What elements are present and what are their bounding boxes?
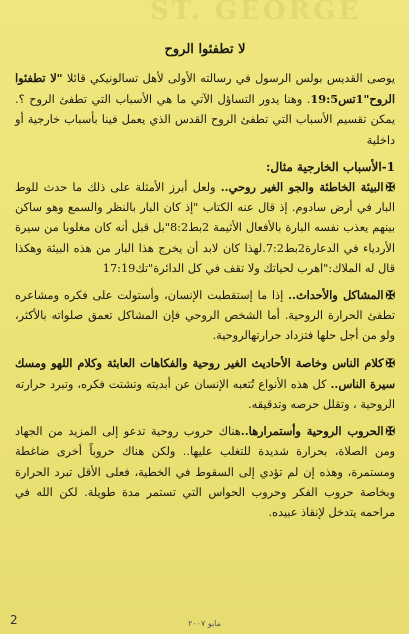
intro-paragraph: [15, 68, 395, 151]
article-body: [15, 40, 395, 529]
footer-date: مايو ٢٠٠٧: [188, 619, 221, 628]
item-heading: المشاكل والأحداث..: [288, 288, 384, 303]
section-heading: 1-الأسباب الخارجية مثال:: [265, 159, 395, 174]
item-body: ولعل أبرز الأمثلة على ذلك ما حدث للوط البار في أرض سادوم. إذ قال عنه الكتاب "إذ كان البار بالنظر والسمع وهو ساكن بينهم يعذب نفسه البارة بالأفعال الأثيمة 2بط8:2"بل قبل أنه كان مغلوبا من سيرة الأردياء في الدعارة2بط7:2.لهذا كان لابد أن يخرج هذا البار من هذه البيئة وهكذا قال له الملاك:"اهرب لحياتك ولا تقف في كل الدائرة"تك17:19: [15, 181, 396, 275]
list-item: [15, 177, 395, 279]
article-title: لا تطفئوا الروح: [164, 42, 246, 57]
cross-icon: ✠: [385, 288, 395, 303]
list-item: [15, 421, 395, 523]
cross-icon: ✠: [385, 355, 395, 370]
item-heading: الحروب الروحية وأستمرارها..: [240, 424, 384, 439]
intro-quote: "لا تطفئوا الروح"1تس19:5: [15, 71, 395, 107]
item-heading: كلام الناس وخاصة الأحاديث الغير روحية والفكاهات العابثة وكلام اللهو ومسك سيرة الناس..: [15, 355, 395, 391]
page-number: 2: [10, 613, 18, 627]
cross-icon: ✠: [385, 424, 396, 439]
list-item: [15, 353, 395, 416]
intro-line2: . وهنا يدور التساؤل الآتي ما هي الأسباب التي تطفئ الروح ؟. يمكن تقسيم الأسباب التي تطفئ الروح القدس الذي يعمل فينا بأسباب خارجية أو داخلية: [15, 93, 395, 147]
item-body: إذا ما إستقطبت الإنسان، وأستولت على فكره ومشاعره تطفئ الحرارة الروحية. أما الشخص الروحي فإن المشاكل تعمق صلواته بالأكثر، ولو من أجل حلها فتزداد حرارتهالروحية.: [15, 289, 395, 343]
item-heading: البيئة الخاطئة والجو الغير روحي..: [220, 180, 384, 195]
list-item: [15, 285, 395, 347]
watermark-text: ST. GEORGE: [150, 0, 362, 26]
cross-icon: ✠: [385, 180, 395, 195]
intro-line1: يوصى القديس بولس الرسول في رسالته الأولى لأهل تسالونيكي قائلا: [62, 72, 395, 85]
item-body: كل هذه الأنواع تُتعبه الإنسان عن أبديته وتشتت فكره، وتبرد حرارته الروحية ، وتقلل حرصه وتدقيقه.: [15, 377, 395, 412]
item-body: هناك حروب روحية تدعو إلى المزيد من الجهاد ومن الصلاة، بحرارة شديدة للتغلب عليها.. ولكن هناك حروباً أخرى ضاغطة ومستمرة، وهذه إن لم تؤدي إلى السقوط في الخطية، فعلى الأقل تبرد الحرارة وبخاصة حروب الفكر وحروب الحواس التي تستمر مدة طويلة. لكن الله في مراحمه يتدخل لإنقاذ عبيده.: [15, 425, 395, 520]
